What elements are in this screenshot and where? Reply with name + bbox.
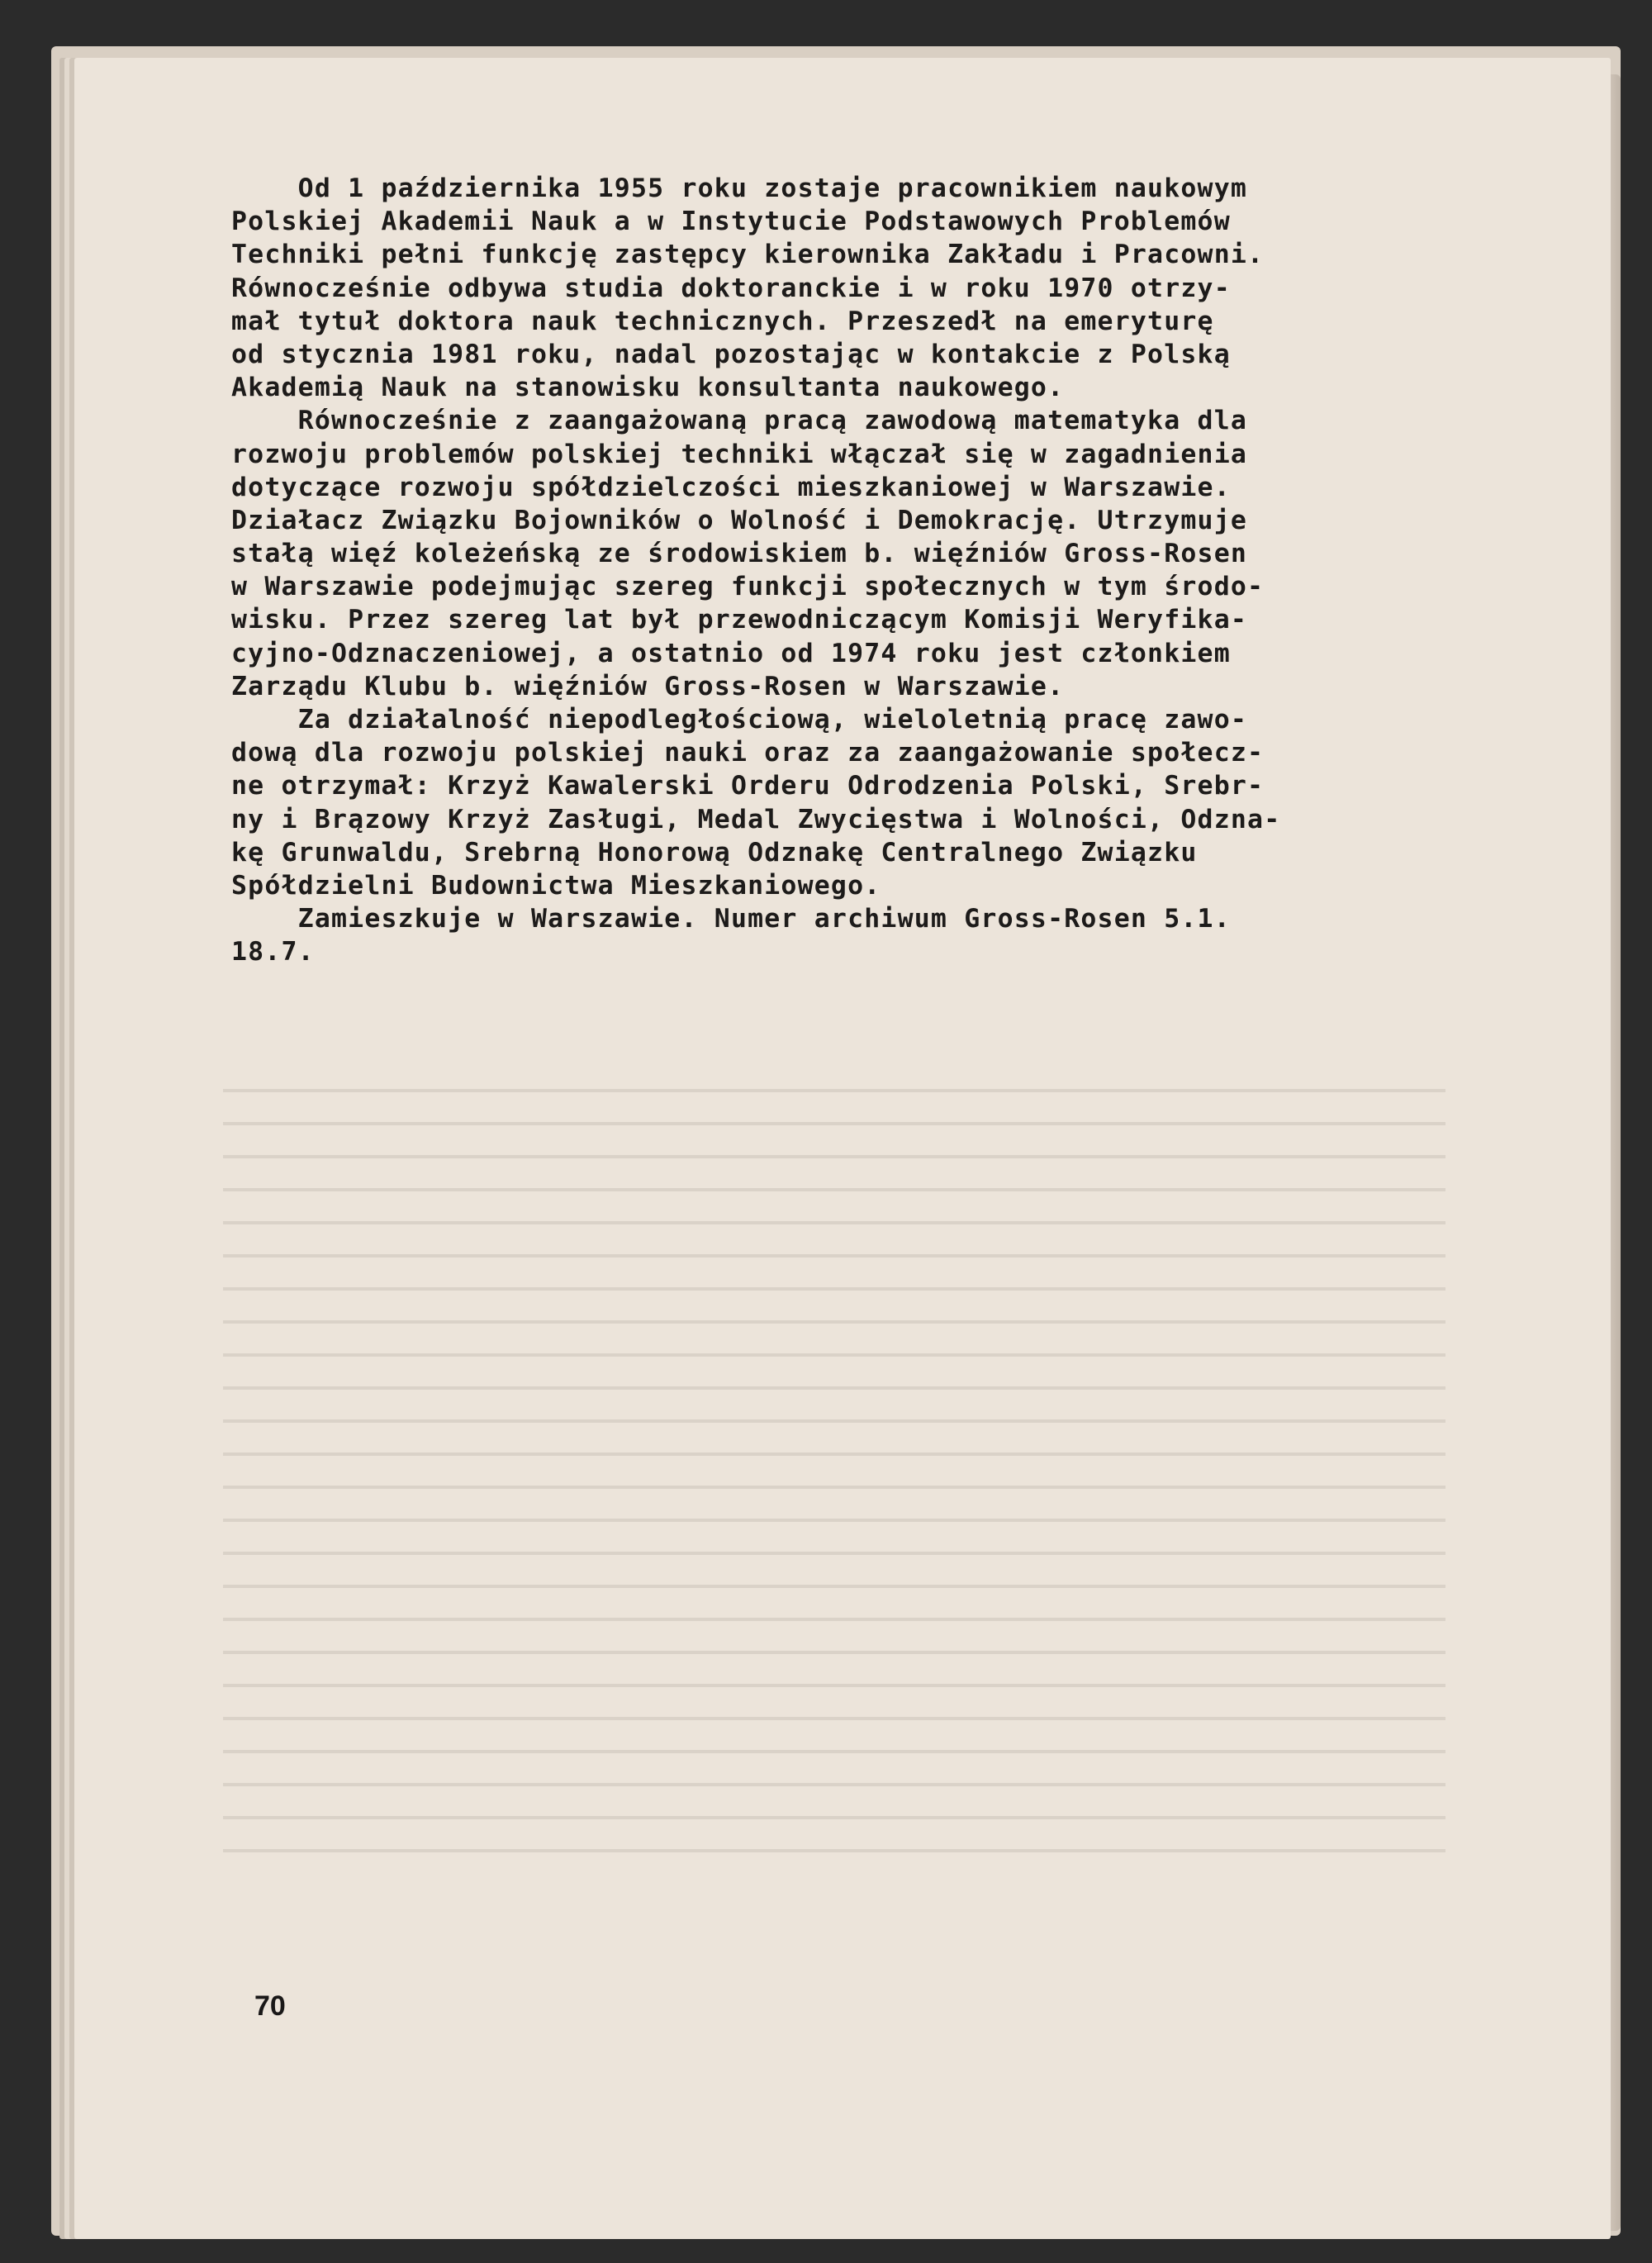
text-line: Od 1 października 1955 roku zostaje pracownikiem naukowym [231,174,1248,203]
text-line: ny i Brązowy Krzyż Zasługi, Medal Zwycięstwa i Wolności, Odzna- [231,804,1281,834]
text-line: kę Grunwaldu, Srebrną Honorową Odznakę Centralnego Związku [231,837,1198,868]
text-line: od stycznia 1981 roku, nadal pozostając w kontakcie z Polską [231,339,1231,369]
text-line: mał tytuł doktora nauk technicznych. Przeszedł na emeryturę [231,306,1214,336]
text-line: Zarządu Klubu b. więźniów Gross-Rosen w Warszawie. [231,671,1065,701]
page-edge [1609,74,1621,2231]
text-line: Spółdzielni Budownictwa Mieszkaniowego. [231,870,881,901]
text-line: Polskiej Akademii Nauk a w Instytucie Podstawowych Problemów [231,207,1231,237]
text-line: rozwoju problemów polskiej techniki włączał się w zagadnienia [231,439,1248,469]
bleed-through-text [223,1074,1446,1867]
text-line: Równocześnie odbywa studia doktoranckie i w roku 1970 otrzy- [231,273,1231,303]
page-number: 70 [254,1990,286,2022]
text-line: Zamieszkuje w Warszawie. Numer archiwum Gross-Rosen 5.1. [231,904,1231,934]
text-line: Techniki pełni funkcję zastępcy kierownika Zakładu i Pracowni. [231,240,1265,270]
text-line: dową dla rozwoju polskiej nauki oraz za zaangażowanie społecz- [231,738,1265,768]
text-line: wisku. Przez szereg lat był przewodniczącym Komisji Weryfika- [231,605,1248,635]
text-line: ne otrzymał: Krzyż Kawalerski Orderu Odrodzenia Polski, Srebr- [231,771,1265,801]
text-line: Działacz Związku Bojowników o Wolność i Demokrację. Utrzymuje [231,505,1248,535]
text-line: 18.7. [231,937,315,967]
text-line: Równocześnie z zaangażowaną pracą zawodową matematyka dla [231,406,1248,436]
text-line: Akademią Nauk na stanowisku konsultanta naukowego. [231,373,1065,403]
text-line: w Warszawie podejmując szereg funkcji społecznych w tym środo- [231,572,1265,602]
text-line: dotyczące rozwoju spółdzielczości mieszkaniowej w Warszawie. [231,472,1231,502]
body-text [231,172,1421,969]
text-line: Za działalność niepodległościową, wieloletnią pracę zawo- [231,705,1248,735]
text-line: stałą więź koleżeńską ze środowiskiem b. więźniów Gross-Rosen [231,539,1248,569]
text-line: cyjno-Odznaczeniowej, a ostatnio od 1974 roku jest członkiem [231,638,1231,668]
